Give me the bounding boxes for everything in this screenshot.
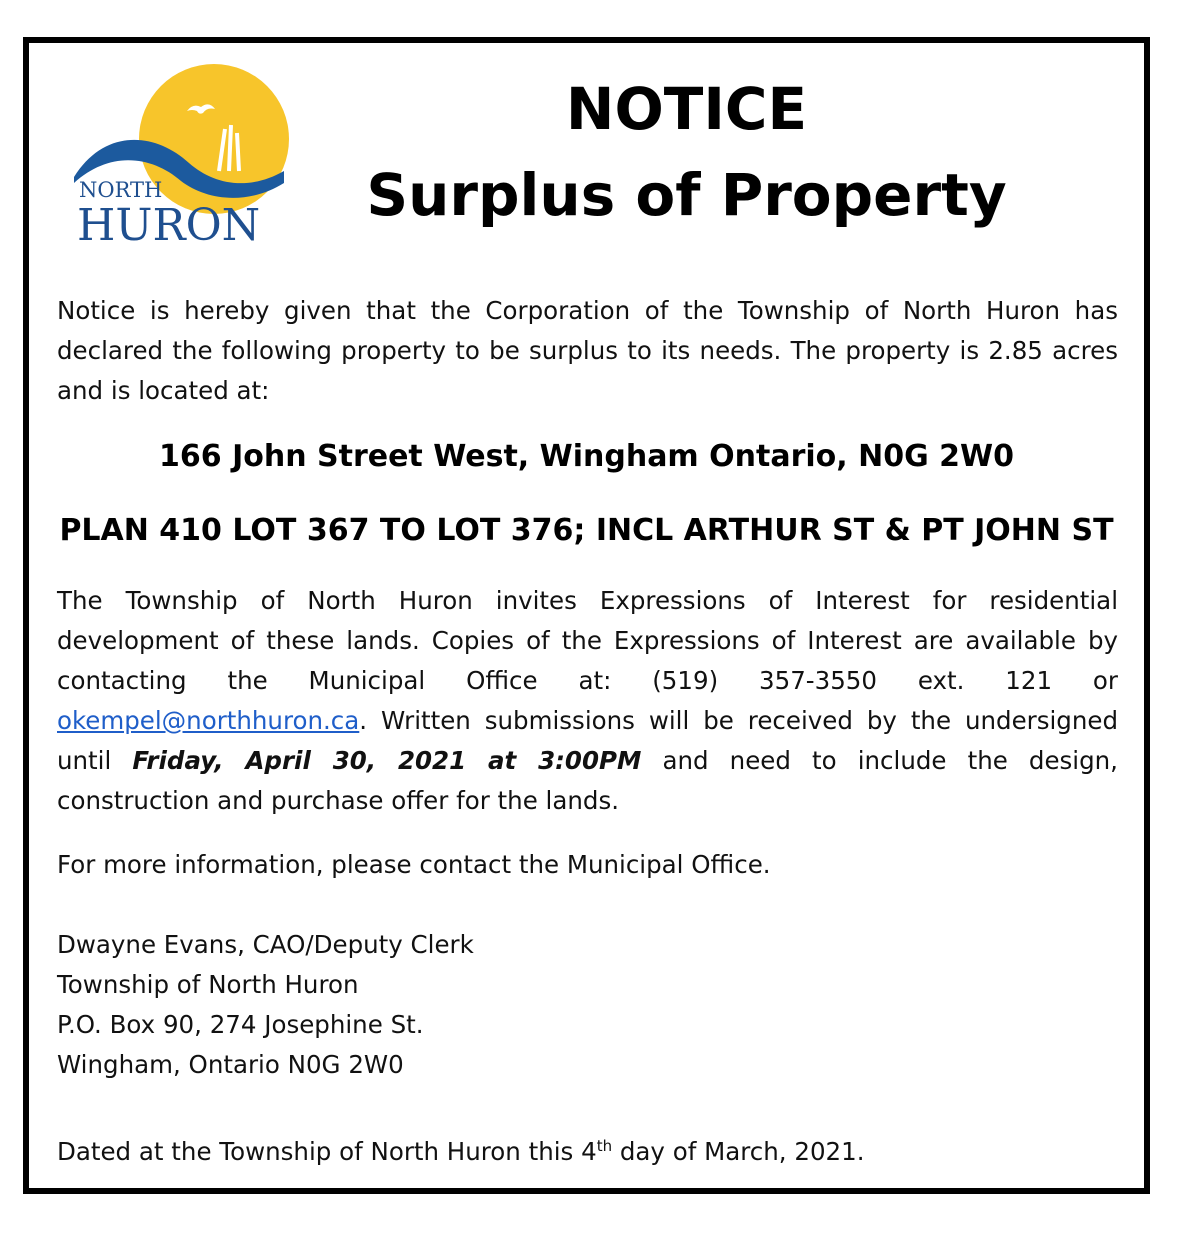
deadline-text: Friday, April 30, 2021 at 3:00PM xyxy=(132,746,642,775)
signatory-name: Dwayne Evans, CAO/Deputy Clerk xyxy=(57,930,474,959)
logo-text-huron: HURON xyxy=(77,200,261,249)
signature-block xyxy=(57,925,474,1085)
body-text-2: . Written submissions will be received by the undersigned until xyxy=(57,706,1118,775)
signatory-address-line2: Wingham, Ontario N0G 2W0 xyxy=(57,1050,404,1079)
north-huron-logo xyxy=(69,59,289,249)
dated-text-before: Dated at the Township of North Huron this 4 xyxy=(57,1137,597,1167)
notice-title: NOTICE xyxy=(565,75,808,143)
body-text-1: The Township of North Huron invites Expressions of Interest for residential development of these lands. Copies of the Expressions of Interest are available by contacting the Municipal Office at: (519) 357-3550 ext. 121 or xyxy=(57,586,1118,695)
property-address: 166 John Street West, Wingham Ontario, N0G 2W0 xyxy=(159,439,1014,474)
legal-description: PLAN 410 LOT 367 TO LOT 376; INCL ARTHUR ST & PT JOHN ST xyxy=(59,513,1114,548)
intro-paragraph: Notice is hereby given that the Corporation of the Township of North Huron has declared the following property to be surplus to its needs. The property is 2.85 acres and is located at: xyxy=(57,296,1118,405)
logo-graphic xyxy=(69,59,289,249)
dated-ordinal: th xyxy=(596,1137,613,1155)
notice-subtitle: Surplus of Property xyxy=(366,161,1007,229)
logo-text-north: NORTH xyxy=(79,178,163,202)
dated-line xyxy=(57,1126,865,1172)
body-text-3: and need to include the design, construction and purchase offer for the lands. xyxy=(57,746,1118,815)
email-link[interactable]: okempel@northhuron.ca xyxy=(57,706,360,735)
signatory-address-line1: P.O. Box 90, 274 Josephine St. xyxy=(57,1010,424,1039)
dated-text-after: day of March, 2021. xyxy=(612,1137,865,1167)
more-info-paragraph: For more information, please contact the Municipal Office. xyxy=(57,850,771,879)
body-paragraph xyxy=(57,581,1118,821)
signatory-org: Township of North Huron xyxy=(57,970,359,999)
notice-frame xyxy=(23,37,1150,1194)
